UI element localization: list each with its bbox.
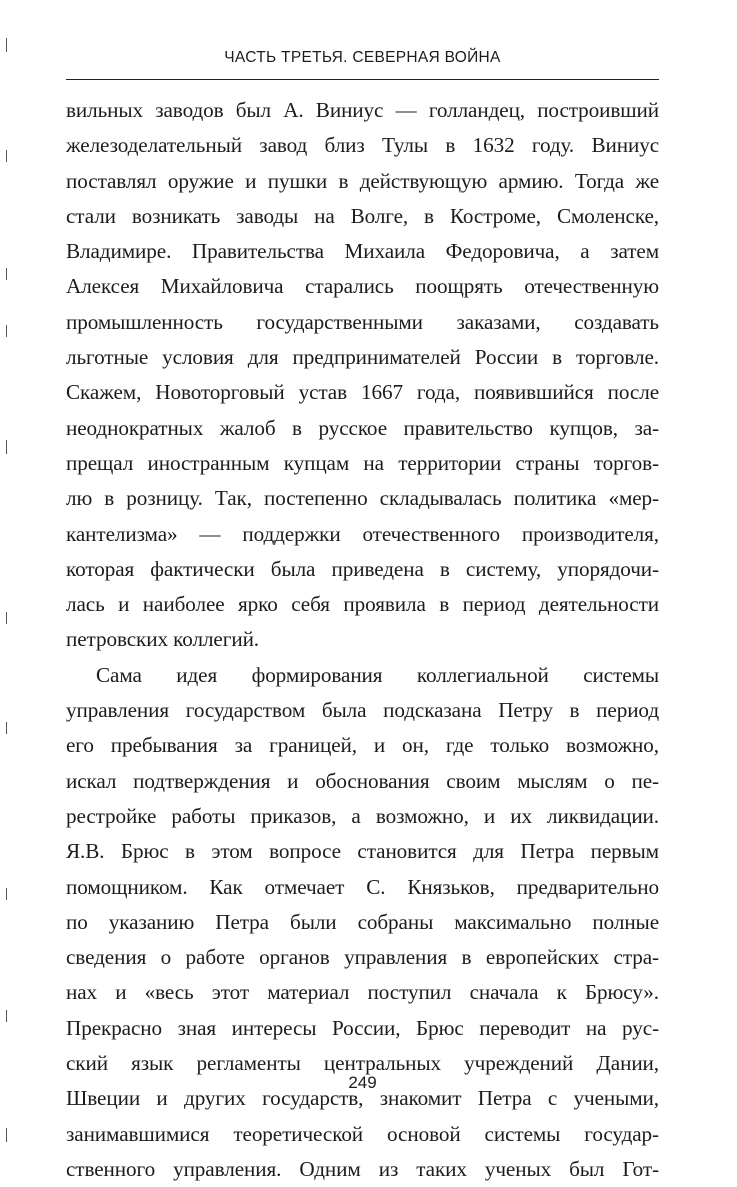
text-line: искал подтверждения и обоснования своим мыслям о пе- [66,768,659,793]
text-line: Скажем, Новоторговый устав 1667 года, появившийся после [66,380,659,405]
text-line: рестройке работы приказов, а возможно, и их ликвидации. [66,803,659,828]
text-line: сведения о работе органов управления в европейских стра- [66,945,659,970]
scan-mark [6,722,7,734]
scan-mark [6,150,7,162]
paragraph-last-line: петровских коллегий. [66,627,260,652]
text-line: льготные условия для предпринимателей России в торговле. [66,345,659,370]
text-line: Я.В. Брюс в этом вопросе становится для Петра первым [66,839,659,864]
text-line: управления государством была подсказана Петру в период [66,698,659,723]
text-line: стали возникать заводы на Волге, в Костроме, Смоленске, [66,203,659,228]
scan-mark [6,268,7,280]
text-line: его пребывания за границей, и он, где только возможно, [66,733,659,758]
text-line: лю в розницу. Так, постепенно складывалась политика «мер- [66,486,659,511]
page-number: 249 [348,1073,377,1092]
scan-mark [6,612,7,624]
scan-mark [6,1010,7,1022]
text-line: нах и «весь этот материал поступил сначала к Брюсу». [66,980,659,1005]
text-line: помощником. Как отмечает С. Князьков, предварительно [66,874,659,899]
text-line: железоделательный завод близ Тулы в 1632 году. Виниус [66,133,659,158]
text-line: занимавшимися теоретической основой системы государ- [66,1121,659,1146]
text-line: ский язык регламенты центральных учреждений Дании, [66,1051,659,1076]
text-line: которая фактически была приведена в систему, упорядочи- [66,556,659,581]
text-line: по указанию Петра были собраны максимально полные [66,909,659,934]
text-line: промышленность государственными заказами, создавать [66,309,659,334]
paragraph-first-line: Сама идея формирования коллегиальной системы [96,662,659,687]
text-line: Швеции и других государств, знакомит Петра с учеными, [66,1086,659,1111]
text-line: поставлял оружие и пушки в действующую армию. Тогда же [66,168,659,193]
body-text [66,93,659,1187]
text-line: Алексея Михайловича старались поощрять отечественную [66,274,659,299]
scan-mark [6,440,7,454]
text-line: Владимире. Правительства Михаила Федоровича, а затем [66,239,659,264]
text-line: кантелизма» — поддержки отечественного производителя, [66,521,659,546]
scan-mark [6,38,7,52]
text-line: прещал иностранным купцам на территории страны торгов- [66,450,659,475]
text-line: Прекрасно зная интересы России, Брюс переводит на рус- [66,1015,659,1040]
text-line: лась и наиболее ярко себя проявила в период деятельности [66,592,659,617]
text-line: вильных заводов был А. Виниус — голландец, построивший [66,98,659,122]
scan-mark [6,1128,7,1142]
text-line: неоднократных жалоб в русское правительство купцов, за- [66,415,659,440]
text-line: ственного управления. Одним из таких ученых был Гот- [66,1156,659,1181]
scan-mark [6,888,7,900]
running-head: ЧАСТЬ ТРЕТЬЯ. СЕВЕРНАЯ ВОЙНА [224,49,501,66]
scan-mark [6,325,7,337]
header-rule [66,79,659,80]
